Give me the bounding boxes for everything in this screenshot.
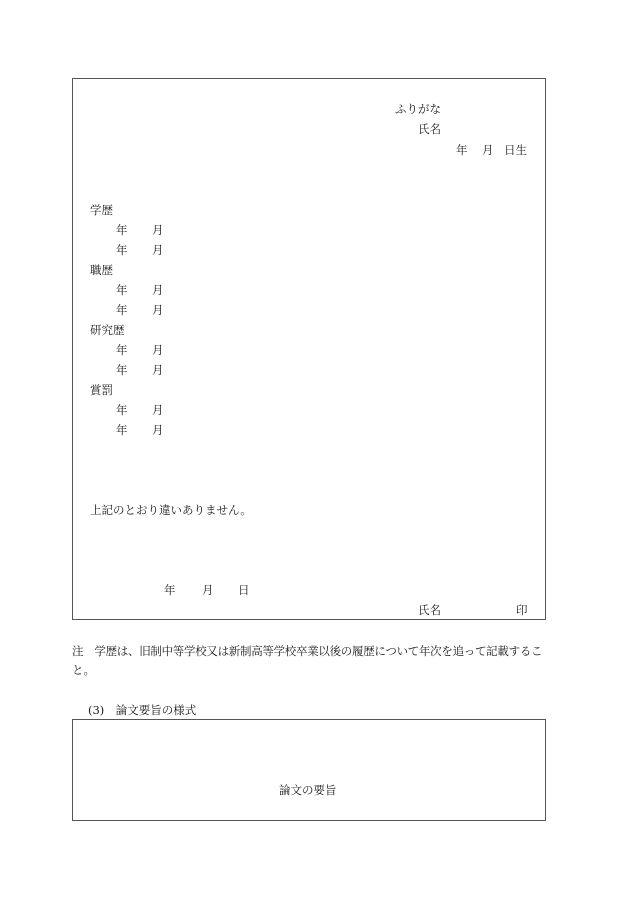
row-year: 年: [116, 223, 128, 237]
section-title-education: 学歴: [90, 203, 113, 217]
row-month: 月: [152, 283, 164, 297]
name-label: 氏名: [418, 122, 441, 136]
abstract-box-title: 論文の要旨: [279, 783, 337, 797]
row-year: 年: [116, 403, 128, 417]
abstract-form-box: [72, 719, 546, 821]
row-year: 年: [116, 303, 128, 317]
date-month-label: 月: [202, 583, 214, 597]
seal-label: 印: [516, 603, 528, 617]
note-line-1: 注 学歴は、旧制中等学校又は新制高等学校卒業以後の履歴について年次を追って記載するこ: [72, 644, 543, 658]
date-year-label: 年: [164, 583, 176, 597]
row-month: 月: [152, 423, 164, 437]
birth-day-label: 日生: [504, 143, 527, 157]
row-year: 年: [116, 423, 128, 437]
row-year: 年: [116, 243, 128, 257]
declaration-text: 上記のとおり違いありません。: [90, 503, 252, 517]
birth-month-label: 月: [482, 143, 494, 157]
note-line-2: と。: [72, 663, 95, 677]
row-month: 月: [152, 343, 164, 357]
abstract-heading: (3) 論文要旨の様式: [88, 703, 197, 717]
row-month: 月: [152, 363, 164, 377]
date-day-label: 日: [238, 583, 250, 597]
row-year: 年: [116, 363, 128, 377]
row-month: 月: [152, 303, 164, 317]
section-title-research: 研究歴: [90, 323, 125, 337]
row-month: 月: [152, 223, 164, 237]
furigana-label: ふりがな: [395, 102, 441, 116]
signature-name-label: 氏名: [418, 603, 441, 617]
section-title-awards: 賞罰: [90, 383, 113, 397]
row-year: 年: [116, 283, 128, 297]
row-month: 月: [152, 243, 164, 257]
section-title-work: 職歴: [90, 263, 113, 277]
birth-year-label: 年: [456, 143, 468, 157]
row-year: 年: [116, 343, 128, 357]
row-month: 月: [152, 403, 164, 417]
resume-form-box: [72, 78, 546, 620]
